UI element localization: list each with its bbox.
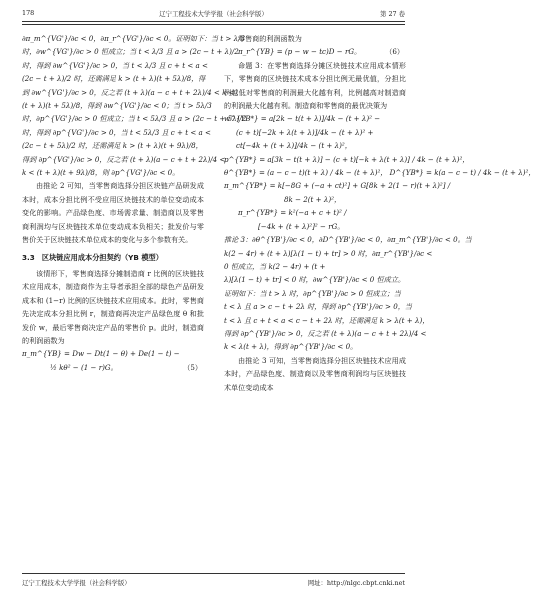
running-header <box>22 7 405 21</box>
text-line: 0 恒成立，当 k(2 − 4r) + (t + <box>224 261 326 271</box>
equation-6 <box>224 45 406 58</box>
paragraph-yb-model: 该情形下，零售商选择分摊制造商 r 比例的区块链技术应用成本，制造商作为主导者承担全部的绿色产品研发成本和 (1−r) 比例的区块链技术应用成本。此时，零售商先决定成本分担比例 r，制造商再决定产品绿色度 θ 和批发价 w，最后零售商决定产品的零售价 p。此时，制造商的利润函数为 <box>22 268 204 345</box>
equation-6-tag: （6） <box>385 47 404 57</box>
text-line: 证明如下：当 t > λ 时，∂p^{YB'}/∂c > 0 恒成立；当 <box>224 288 401 298</box>
equation-w-line-3: ct[−4k + (t + λ)]/4k − (t + λ)²， <box>236 141 352 151</box>
footer-journal-title: 辽宁工程技术大学学报（社会科学版） <box>22 579 131 587</box>
paragraph-corollary-2: 由推论 2 可知，当零售商选择分担区块链产品研发成本时，成本分担比例不受应用区块链技术的单位变动成本变化的影响。产品绿色度、市场需求量、制造商以及零售商利润均与区块链技术单位变动成本负相关；批发价与零售价关于区块链技术单位成本的变化与多个参数有关。 <box>22 181 204 245</box>
header-journal-title: 辽宁工程技术大学学报（社会科学版） <box>159 10 268 18</box>
footer-website-link[interactable]: 网址：http://nlgc.cbpt.cnki.net <box>307 579 405 587</box>
text-line: 时，得到 ∂w^{VG'}/∂c > 0，当 t < λ/3 且 c + t < a < <box>22 60 208 70</box>
text-line: k < (t + λ)(t + 9λ)/8，则 ∂p^{VG'}/∂c < 0。 <box>22 168 180 178</box>
text-line: (2c − t + λ)/2 时，还需满足 k > (t + λ)(t + 5λ)/8，得 <box>22 74 206 84</box>
proposition-3: 命题 3：在零售商选择分摊区块链技术应用成本情形下，零售商的区块链技术成本分担比例无最优值，分担比例越低对零售商的利润最大化越有利，比例越高对制造商的利润最大化越有利。制造商和零售商的最优决策为 <box>224 60 406 111</box>
text-line: k(2 − 4r) + (t + λ)[λ(1 − t) + tr] > 0 时，∂π_r^{YB'}/∂c < <box>224 248 433 258</box>
text-line: ∂π_m^{VG'}/∂c < 0，∂π_r^{VG'}/∂c < 0。证明如下：当 t > λ/3 <box>22 34 245 43</box>
header-rule-thin <box>22 24 405 25</box>
right-column <box>224 32 535 394</box>
section-heading: 3.3 区块链应用成本分担契约（YB 模型） <box>22 252 163 262</box>
retailer-profit-intro: 零售商的利润函数为 <box>238 34 302 43</box>
text-line: 到 ∂w^{VG'}/∂c > 0，反之若 (t + λ)(a − c + t + 2λ)/4 < k < <box>22 87 235 97</box>
equation-5 <box>22 361 204 374</box>
equation-pi-m-line-2: 8k − 2(t + λ)²， <box>284 194 342 204</box>
equation-5-line-2: ½ kθ² − (1 − r)G。 <box>50 362 118 372</box>
equation-pi-r-line-1: π_r^{YB*} = k²(−a + c + t)² / <box>238 208 347 218</box>
text-line: t < λ 且 c + t < a < c − t + 2λ 时，还需满足 k > λ(t + λ)， <box>224 315 430 325</box>
text-line: t < λ 且 a > c − t + 2λ 时，得到 ∂p^{YB'}/∂c > 0，当 <box>224 302 412 312</box>
text-line: 推论 3：∂θ^{YB'}/∂c < 0，∂D^{YB'}/∂c < 0，∂π_m^{YB'}/∂c < 0。当 <box>224 235 472 245</box>
text-line: λ)[λ(1 − t) + tr] < 0 时，∂w^{YB'}/∂c < 0 恒成立。 <box>224 275 405 285</box>
equation-5-tag: （5） <box>183 362 202 372</box>
text-line: 时，得到 ∂p^{VG'}/∂c > 0，当 t < 5λ/3 且 c + t < a < <box>22 127 211 137</box>
running-footer <box>22 578 405 590</box>
paragraph-corollary-3: 由推论 3 可知，当零售商选择分担区块链技术应用成本时，产品绿色度、制造商以及零售商利润均与区块链技术单位变动成本 <box>224 355 406 392</box>
text-line: (2c − t + 5λ)/2 时，还需满足 k > (t + λ)(t + 9λ)/8， <box>22 141 203 151</box>
equation-pi-m-line-1: π_m^{YB*} = k[−8G + (−a + ct)²] + G[8k + 2(1 − r)(t + λ)²] / <box>224 181 451 191</box>
equation-pi-r-line-2: [−4k + (t + λ)²]² − rG。 <box>258 221 345 231</box>
text-line: 时，∂p^{VG'}/∂c > 0 恒成立；当 t < 5λ/3 且 a > (2c − t + 5λ)/2 <box>22 114 247 124</box>
footer-rule <box>22 573 405 574</box>
equation-5-line-1: π_m^{YB} = Dw − Dt(1 − θ) + De(1 − t) − <box>22 349 180 359</box>
text-line: k < λ(t + λ)，得到 ∂p^{YB'}/∂c < 0。 <box>224 342 358 352</box>
header-rule <box>22 21 405 22</box>
text-line: (t + λ)(t + 5λ)/8，得到 ∂w^{VG'}/∂c < 0；当 t > 5λ/3 <box>22 101 212 111</box>
equation-w-line-1: w^{YB*} = a[2k − t(t + λ)]/4k − (t + λ)² − <box>224 114 381 124</box>
equation-p: p^{YB*} = a[3k − t(t + λ)] − (c + t)[−k + λ(t + λ)] / 4k − (t + λ)²， <box>224 154 470 164</box>
equation-6-body: π_r^{YB} = (p − w − tc)D − rG。 <box>238 47 362 57</box>
page-number: 178 <box>22 9 35 17</box>
volume-label: 第 27 卷 <box>380 10 405 18</box>
text-line: 得到 ∂p^{YB'}/∂c > 0，反之若 (t + λ)(a − c + t + 2λ)/4 < <box>224 328 427 338</box>
text-line: 时，∂w^{VG'}/∂c > 0 恒成立；当 t < λ/3 且 a > (2c − t + λ)/2 <box>22 47 239 57</box>
text-line: 得到 ∂p^{VG'}/∂c > 0，反之若 (t + λ)(a − c + t + 2λ)/4 < <box>22 154 226 164</box>
left-column <box>22 32 247 374</box>
equation-theta-d: θ^{YB*} = (a − c − t)(t + λ) / 4k − (t + λ)²， D^{YB*} = k(a − c − t) / 4k − (t + λ)²， <box>224 168 535 178</box>
equation-w-line-2: (c + t)[−2k + λ(t + λ)]/4k − (t + λ)² + <box>236 127 374 137</box>
